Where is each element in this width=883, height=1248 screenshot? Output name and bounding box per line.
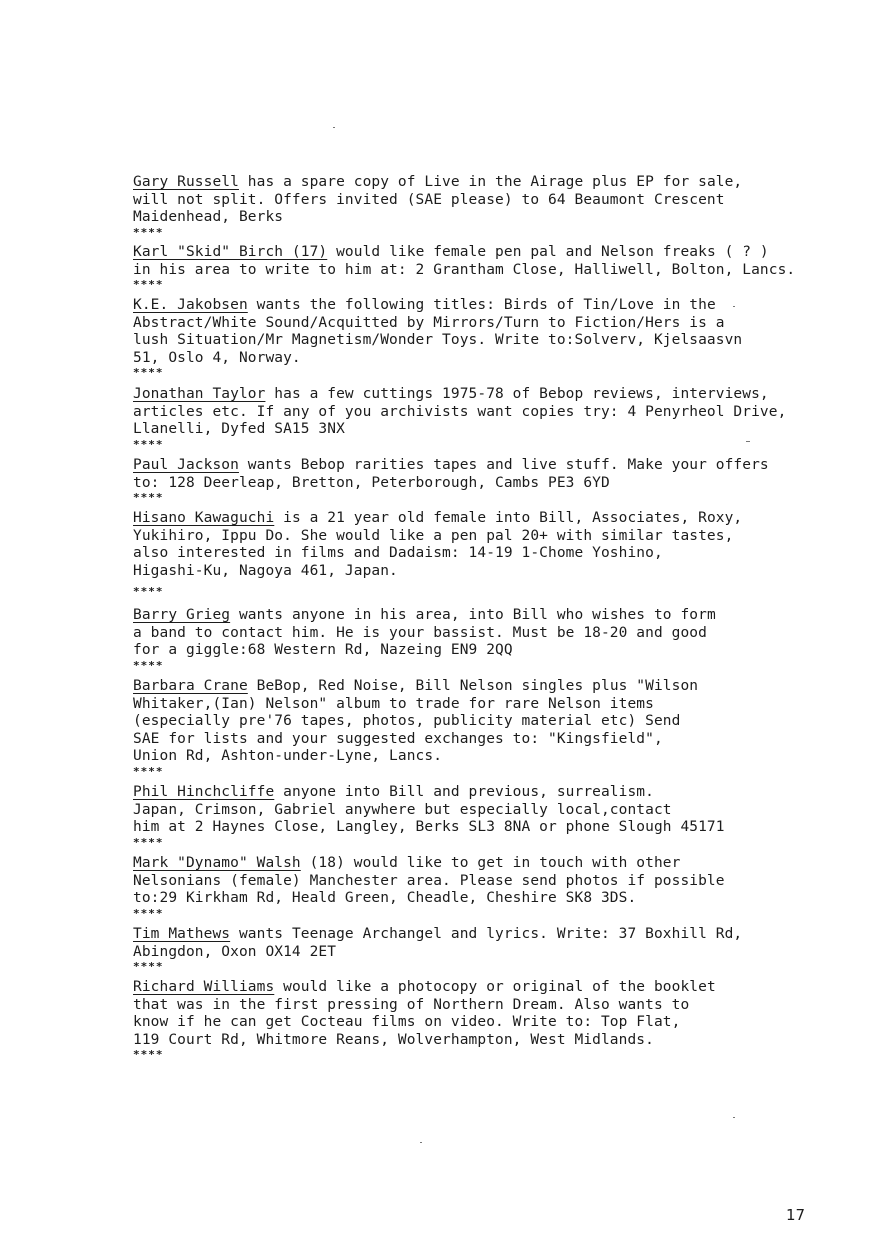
entry-text: 119 Court Rd, Whitmore Reans, Wolverhampton, West Midlands. [133,1031,654,1048]
entry-text: SAE for lists and your suggested exchanges to: "Kingsfield", [133,730,663,747]
entry-name: Karl "Skid" Birch (17) [133,244,328,260]
listing-entry [133,678,813,778]
entry-first-line [133,855,813,873]
entry-text: Abstract/White Sound/Acquitted by Mirrors/Turn to Fiction/Hers is a [133,314,725,331]
entry-first-line [133,926,813,944]
entry-separator: **** [133,366,164,379]
entry-text: in his area to write to him at: 2 Grantham Close, Halliwell, Bolton, Lancs. [133,261,796,278]
entry-name: Tim Mathews [133,926,231,942]
entry-name: Jonathan Taylor [133,386,266,402]
entry-first-line [133,297,813,315]
entry-name: Gary Russell [133,174,239,190]
entry-text: Nelsonians (female) Manchester area. Please send photos if possible [133,872,725,889]
scan-speck [733,1117,735,1118]
entry-separator: **** [133,585,164,598]
entry-first-line [133,678,813,696]
entry-text: Maidenhead, Berks [133,209,284,225]
entry-separator: **** [133,437,164,451]
entry-text: (especially pre'76 tapes, photos, publicity material etc) Send [133,713,681,729]
entry-text: wants Teenage Archangel and lyrics. Write: 37 Boxhill Rd, [230,926,743,942]
listing-entry [133,457,813,504]
entry-text: would like female pen pal and Nelson freaks ( ? ) [327,244,769,260]
listing-entry [133,926,813,973]
entry-first-line [133,979,813,997]
entry-separator: **** [133,906,164,920]
entry-first-line [133,510,813,528]
entry-text: Japan, Crimson, Gabriel anywhere but especially local,contact [133,801,672,818]
entry-text: to:29 Kirkham Rd, Heald Green, Cheadle, Cheshire SK8 3DS. [133,890,637,906]
entry-separator: **** [133,491,164,504]
entry-text: wants the following titles: Birds of Tin/Love in the [247,297,716,313]
entry-first-line [133,386,813,404]
entry-first-line [133,457,813,475]
entry-text: wants Bebop rarities tapes and live stuff. Make your offers [238,457,769,473]
scan-speck [746,441,750,442]
listing-entry [133,174,813,239]
listing-entry [133,784,813,849]
entry-text: anyone into Bill and previous, surrealism. [274,784,654,800]
entry-text: for a giggle:68 Western Rd, Nazeing EN9 2QQ [133,642,513,658]
entry-text: to: 128 Deerleap, Bretton, Peterborough, Cambs PE3 6YD [133,474,610,491]
entry-text: has a few cuttings 1975-78 of Bebop reviews, interviews, [265,386,769,402]
entry-text: Union Rd, Ashton-under-Lyne, Lancs. [133,748,443,764]
entry-text: Yukihiro, Ippu Do. She would like a pen pal 20+ with similar tastes, [133,527,734,544]
listing-entry [133,607,813,672]
entry-text: wants anyone in his area, into Bill who wishes to form [230,607,716,623]
page-number: 17 [786,1206,806,1224]
entry-name: Richard Williams [133,979,275,995]
entry-first-line [133,174,813,192]
entry-name: K.E. Jakobsen [133,297,248,313]
entry-text: will not split. Offers invited (SAE please) to 64 Beaumont Crescent [133,191,725,208]
entry-name: Paul Jackson [133,457,239,473]
entry-text: Llanelli, Dyfed SA15 3NX [133,421,345,437]
entry-text: Higashi-Ku, Nagoya 461, Japan. [133,562,398,579]
entry-text: know if he can get Cocteau films on video. Write to: Top Flat, [133,1014,681,1030]
entry-separator: **** [133,835,164,849]
listing-entry [133,297,813,379]
entry-separator: **** [133,960,164,973]
entry-first-line [133,244,813,262]
entry-name: Mark "Dynamo" Walsh [133,855,301,871]
entry-text: (18) would like to get in touch with other [300,855,681,871]
listing-entry [133,386,813,451]
entry-text: him at 2 Haynes Close, Langley, Berks SL3 8NA or phone Slough 45171 [133,819,725,835]
entry-text: has a spare copy of Live in the Airage plus EP for sale, [238,174,743,190]
entry-text: BeBop, Red Noise, Bill Nelson singles plus "Wilson [247,678,699,694]
entry-text: that was in the first pressing of Northern Dream. Also wants to [133,996,690,1013]
entry-separator: **** [133,764,164,778]
listing-entry [133,979,813,1061]
entry-name: Barbara Crane [133,678,248,694]
entry-text: is a 21 year old female into Bill, Associates, Roxy, [274,510,743,526]
entry-first-line [133,607,813,625]
scan-speck [733,306,735,307]
entry-text: articles etc. If any of you archivists want copies try: 4 Penyrheol Drive, [133,403,787,420]
listing-entry [133,855,813,920]
entry-name: Barry Grieg [133,607,231,623]
entry-name: Hisano Kawaguchi [133,510,275,526]
entry-text: Abingdon, Oxon OX14 2ET [133,943,337,960]
entry-text: Whitaker,(Ian) Nelson" album to trade for rare Nelson items [133,695,654,712]
entry-first-line [133,784,813,802]
entry-text: lush Situation/Mr Magnetism/Wonder Toys. Write to:Solverv, Kjelsaasvn [133,332,743,348]
scan-speck [333,127,335,128]
listing-entry [133,244,813,291]
entry-separator: **** [133,1048,164,1061]
listing-entry [133,510,813,598]
entry-separator: **** [133,278,164,291]
entry-text: 51, Oslo 4, Norway. [133,349,301,366]
entry-text: a band to contact him. He is your bassist. Must be 18-20 and good [133,624,707,641]
entry-text: also interested in films and Dadaism: 14-19 1-Chome Yoshino, [133,545,663,561]
entry-separator: **** [133,658,164,672]
entry-text: would like a photocopy or original of the booklet [274,979,716,995]
scan-speck [420,1142,422,1143]
entry-separator: **** [133,225,164,239]
entry-name: Phil Hinchcliffe [133,784,275,800]
